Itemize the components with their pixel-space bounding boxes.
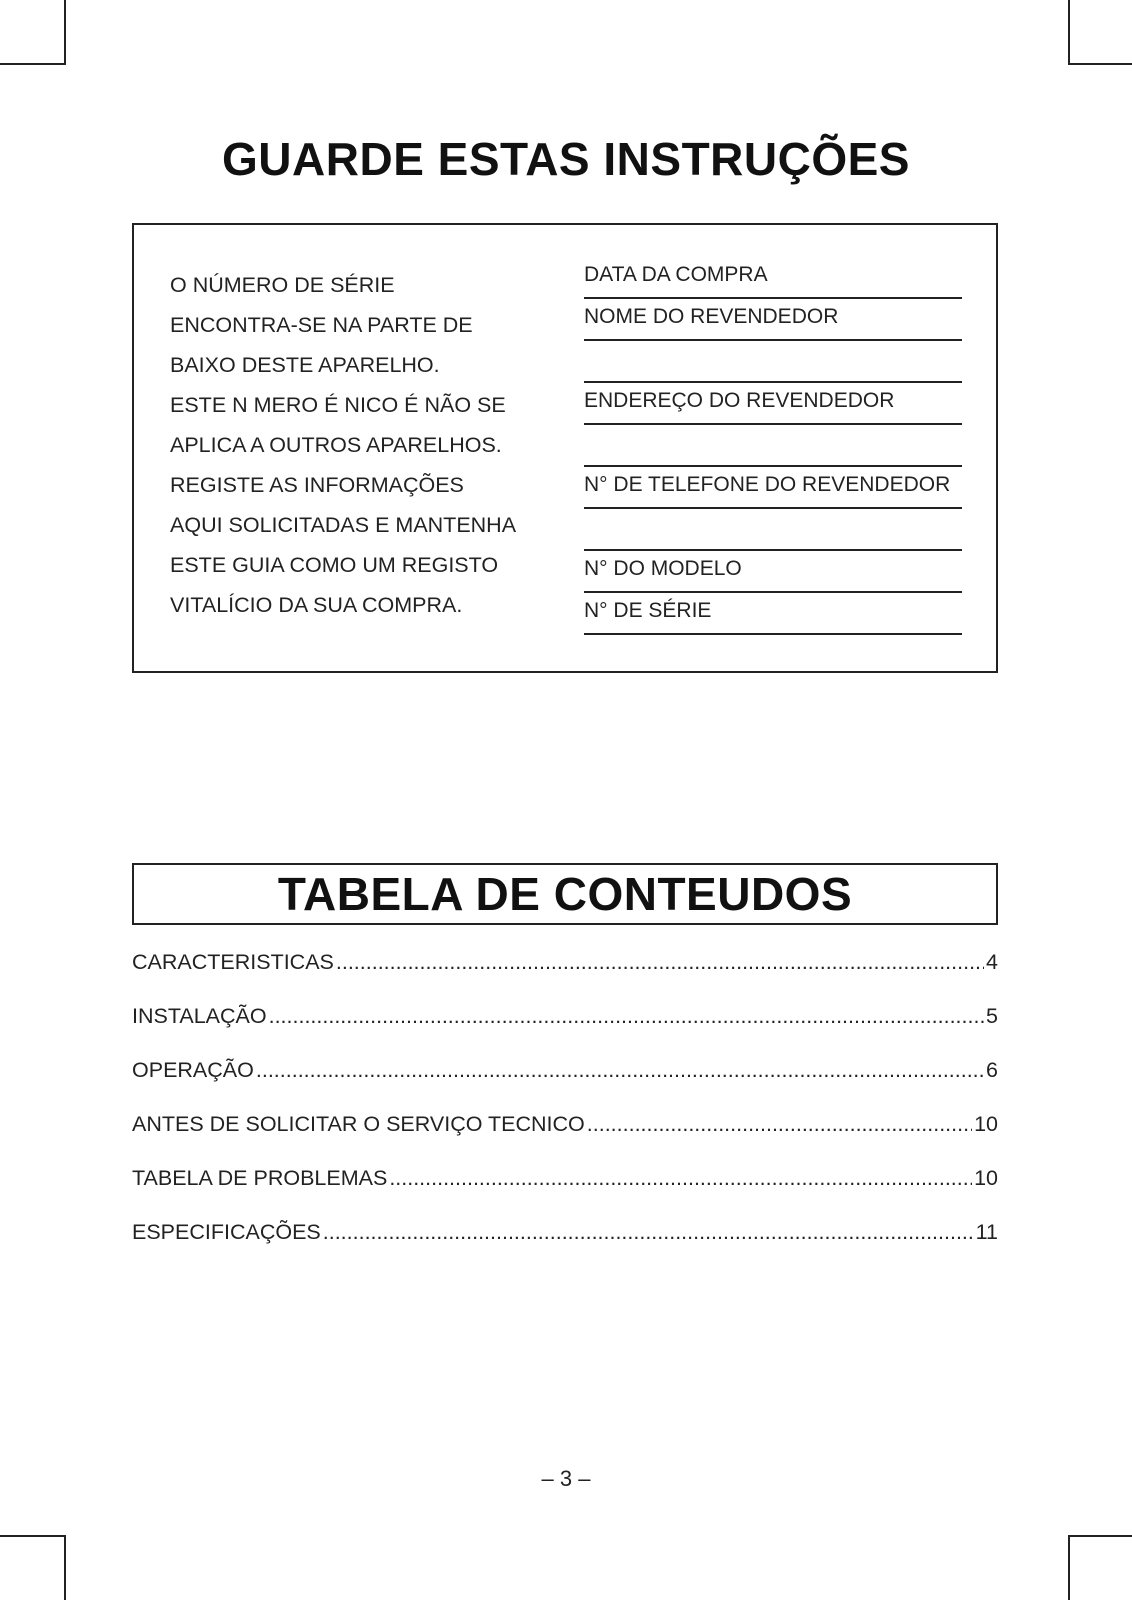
toc-leader-dots	[256, 1058, 984, 1083]
crop-mark-bottom-left	[0, 1535, 66, 1537]
toc-entry-label: OPERAÇÃO	[132, 1058, 254, 1082]
toc-heading: TABELA DE CONTEUDOS	[132, 863, 998, 925]
note-line: ESTE N MERO É NICO É NÃO SE	[170, 393, 506, 417]
note-line: ESTE GUIA COMO UM REGISTO	[170, 553, 499, 577]
toc-entry[interactable]	[132, 1220, 998, 1274]
toc-leader-dots	[587, 1112, 972, 1137]
note-line: AQUI SOLICITADAS E MANTENHA	[170, 513, 517, 537]
toc-entry-label: TABELA DE PROBLEMAS	[132, 1166, 388, 1190]
dealer-name-blank-line[interactable]	[584, 343, 962, 383]
serial-number-note	[170, 265, 570, 625]
record-fields	[584, 259, 962, 635]
crop-mark-top-left	[64, 0, 66, 65]
crop-mark-bottom-left	[64, 1535, 66, 1600]
toc-entry[interactable]	[132, 950, 998, 1004]
toc-entry-label: ESPECIFICAÇÕES	[132, 1220, 321, 1244]
dealer-name-field[interactable]: NOME DO REVENDEDOR	[584, 301, 962, 341]
page-title: GUARDE ESTAS INSTRUÇÕES	[222, 133, 910, 185]
toc-entry[interactable]	[132, 1058, 998, 1112]
note-line: BAIXO DESTE APARELHO.	[170, 353, 440, 377]
dealer-address-blank-line[interactable]	[584, 427, 962, 467]
crop-mark-top-right	[1068, 63, 1132, 65]
toc-entry-label: INSTALAÇÃO	[132, 1004, 267, 1028]
toc-leader-dots	[323, 1220, 974, 1245]
page-number: – 3 –	[541, 1466, 591, 1491]
crop-mark-bottom-right	[1068, 1535, 1070, 1600]
dealer-address-field[interactable]: ENDEREÇO DO REVENDEDOR	[584, 385, 962, 425]
toc-entry-page: 6	[986, 1058, 998, 1082]
toc-entry-page: 5	[986, 1004, 998, 1028]
toc-leader-dots	[336, 950, 984, 975]
serial-number-field[interactable]: N° DE SÉRIE	[584, 595, 962, 635]
toc-entry[interactable]	[132, 1004, 998, 1058]
crop-mark-top-left	[0, 63, 66, 65]
dealer-phone-field[interactable]: N° DE TELEFONE DO REVENDEDOR	[584, 469, 962, 509]
toc-entry[interactable]	[132, 1166, 998, 1220]
toc-entry-label: ANTES DE SOLICITAR O SERVIÇO TECNICO	[132, 1112, 585, 1136]
toc-entry-label: CARACTERISTICAS	[132, 950, 334, 974]
crop-mark-bottom-right	[1068, 1535, 1132, 1537]
toc-entry[interactable]	[132, 1112, 998, 1166]
model-number-field[interactable]: N° DO MODELO	[584, 553, 962, 593]
dealer-phone-blank-line[interactable]	[584, 511, 962, 551]
toc-entry-page: 11	[975, 1220, 998, 1244]
note-line: REGISTE AS INFORMAÇÕES	[170, 473, 464, 497]
toc-leader-dots	[389, 1166, 972, 1191]
purchase-date-field[interactable]: DATA DA COMPRA	[584, 259, 962, 299]
note-line: ENCONTRA-SE NA PARTE DE	[170, 313, 473, 337]
toc-leader-dots	[269, 1004, 984, 1029]
toc-entry-page: 10	[974, 1112, 998, 1136]
crop-mark-top-right	[1068, 0, 1070, 65]
toc-entry-page: 10	[974, 1166, 998, 1190]
table-of-contents	[132, 950, 998, 1274]
purchase-record-box	[132, 223, 998, 673]
toc-entry-page: 4	[986, 950, 998, 974]
note-line: O NÚMERO DE SÉRIE	[170, 273, 395, 297]
note-line: APLICA A OUTROS APARELHOS.	[170, 433, 502, 457]
note-line: VITALÍCIO DA SUA COMPRA.	[170, 593, 463, 617]
